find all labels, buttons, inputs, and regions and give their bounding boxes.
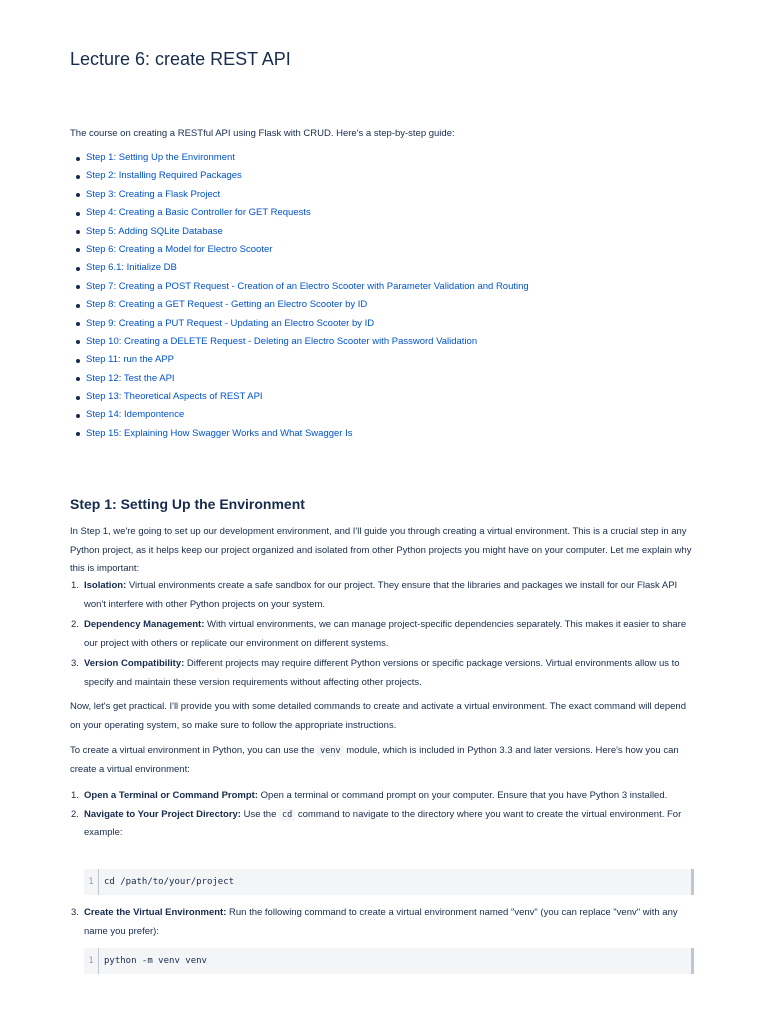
toc-link[interactable]: Step 12: Test the API [86, 372, 175, 384]
table-of-contents [70, 149, 529, 443]
inline-code: cd [279, 809, 295, 821]
toc-item [70, 223, 529, 241]
toc-link[interactable]: Step 11: run the APP [86, 354, 175, 366]
list-item [70, 616, 698, 653]
toc-link[interactable]: Step 8: Creating a GET Request - Getting an Electro Scooter by ID [86, 299, 368, 311]
list-item-label: Navigate to Your Project Directory: [84, 808, 241, 820]
toc-link[interactable]: Step 1: Setting Up the Environment [86, 152, 235, 163]
toc-item [70, 425, 529, 443]
list-item [70, 904, 698, 941]
code-line: cd /path/to/your/project [104, 877, 235, 887]
list-item-text: command to navigate to the directory where you want to create the virtual environment. For example: [84, 808, 682, 838]
toc-item [70, 388, 529, 406]
list-number: 2. [71, 619, 79, 630]
toc-link[interactable]: Step 6.1: Initialize DB [86, 262, 177, 274]
list-number: 2. [71, 808, 79, 820]
toc-item [70, 186, 529, 204]
step1-paragraph-3 [70, 742, 698, 779]
list-item-text: Use the [240, 808, 279, 820]
list-item [70, 787, 698, 806]
list-item-label: Isolation: [84, 580, 127, 591]
list-number: 3. [71, 907, 79, 918]
list-item-text: With virtual environments, we can manage project-specific dependencies separately. This makes it easier to share our project with others or replicate our environment on different systems. [84, 619, 687, 649]
list-item-text: Run the following command to create a virtual environment named "venv" (you can replace "venv" with any name you prefer): [84, 907, 678, 937]
list-item [70, 577, 698, 614]
toc-link[interactable]: Step 10: Creating a DELETE Request - Deleting an Electro Scooter with Password Validation [86, 335, 478, 347]
toc-item [70, 296, 529, 314]
toc-item [70, 259, 529, 277]
intro-text: The course on creating a RESTful API using Flask with CRUD. Here's a step-by-step guide: [70, 128, 455, 139]
step1-paragraph-1: In Step 1, we're going to set up our development environment, and I'll guide you through creating a virtual environment. This is a crucial step in any Python project, as it helps keep our project organized and isolated from other Python projects you might have on your computer. Let me explain why this is important: [70, 526, 692, 574]
toc-link[interactable]: Step 2: Installing Required Packages [86, 170, 242, 182]
inline-code: venv [317, 745, 343, 757]
instructions-list-continued [70, 904, 698, 941]
toc-item [70, 406, 529, 424]
toc-item [70, 351, 529, 369]
list-number: 1. [71, 790, 79, 801]
toc-item [70, 370, 529, 388]
toc-link[interactable]: Step 5: Adding SQLite Database [86, 225, 223, 237]
toc-item [70, 278, 529, 296]
toc-link[interactable]: Step 6: Creating a Model for Electro Scooter [86, 243, 273, 255]
toc-item [70, 241, 529, 259]
toc-item [70, 204, 529, 222]
line-number: 1 [84, 948, 99, 974]
step1-paragraph-2: Now, let's get practical. I'll provide you with some detailed commands to create and activate a virtual environment. The exact command will depend on your operating system, so make sure to follow the appropriate instructions. [70, 701, 686, 731]
instructions-list [70, 787, 698, 843]
list-item-label: Dependency Management: [84, 619, 205, 630]
list-number: 1. [71, 580, 79, 591]
code-line: python -m venv venv [104, 956, 207, 966]
list-item-text: Different projects may require different Python versions or specific package versions. Virtual environments allow us to specify and maintain these version requirements without affecting other projects. [84, 658, 680, 688]
line-number: 1 [84, 869, 99, 895]
toc-link[interactable]: Step 9: Creating a PUT Request - Updating an Electro Scooter by ID [86, 317, 375, 329]
toc-item [70, 333, 529, 351]
toc-item [70, 315, 529, 333]
toc-link[interactable]: Step 4: Creating a Basic Controller for GET Requests [86, 207, 311, 219]
paragraph-text: To create a virtual environment in Python, you can use the [70, 745, 318, 756]
toc-item [70, 167, 529, 185]
list-item-label: Version Compatibility: [84, 658, 185, 669]
toc-link[interactable]: Step 3: Creating a Flask Project [86, 188, 221, 200]
reasons-list [70, 577, 698, 692]
list-item-text: Virtual environments create a safe sandbox for our project. They ensure that the libraries and packages we install for our Flask API won't interfere with other Python projects on your system. [84, 580, 678, 610]
list-item [70, 655, 698, 692]
toc-link[interactable]: Step 15: Explaining How Swagger Works and What Swagger Is [86, 427, 353, 439]
paragraph-text: module, which is included in Python 3.3 and later versions. Here's how you can create a virtual environment: [70, 745, 679, 775]
toc-item [70, 149, 529, 167]
toc-link[interactable]: Step 7: Creating a POST Request - Creation of an Electro Scooter with Parameter Validation and Routing [86, 280, 529, 292]
section-heading: Step 1: Setting Up the Environment [70, 496, 305, 512]
code-block[interactable] [84, 869, 694, 895]
code-block[interactable] [84, 948, 694, 974]
list-item [70, 806, 698, 843]
list-item-label: Open a Terminal or Command Prompt: [84, 790, 259, 801]
list-item-text: Open a terminal or command prompt on your computer. Ensure that you have Python 3 installed. [258, 790, 668, 801]
toc-link[interactable]: Step 14: Idempontence [86, 409, 185, 421]
list-item-label: Create the Virtual Environment: [84, 907, 227, 918]
list-number: 3. [71, 658, 79, 669]
page-title: Lecture 6: create REST API [70, 49, 291, 69]
toc-link[interactable]: Step 13: Theoretical Aspects of REST API [86, 391, 263, 403]
